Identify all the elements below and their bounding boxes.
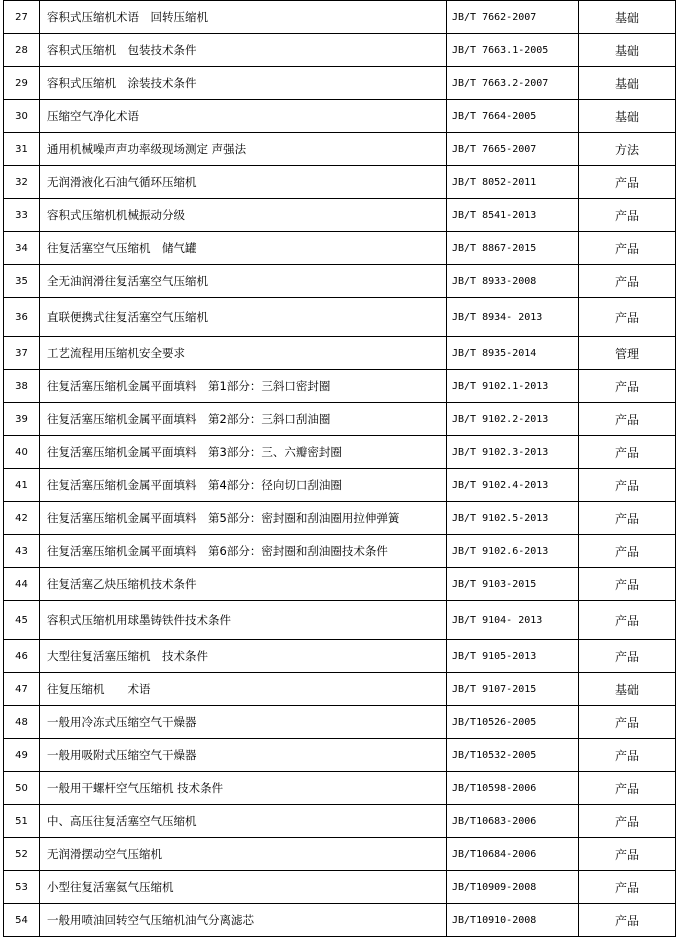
table-row bbox=[4, 706, 676, 739]
row-number: 30 bbox=[4, 100, 40, 133]
standard-code: JB/T 9103-2015 bbox=[447, 568, 579, 601]
table-row bbox=[4, 232, 676, 265]
row-number: 45 bbox=[4, 601, 40, 640]
standard-type: 产品 bbox=[579, 640, 676, 673]
standard-name: 容积式压缩机 包装技术条件 bbox=[40, 34, 447, 67]
standard-name: 全无油润滑往复活塞空气压缩机 bbox=[40, 265, 447, 298]
row-number: 41 bbox=[4, 469, 40, 502]
row-number: 53 bbox=[4, 871, 40, 904]
standard-code: JB/T10684-2006 bbox=[447, 838, 579, 871]
row-number: 47 bbox=[4, 673, 40, 706]
standard-code: JB/T 9102.5-2013 bbox=[447, 502, 579, 535]
table-row bbox=[4, 772, 676, 805]
table-row bbox=[4, 838, 676, 871]
row-number: 37 bbox=[4, 337, 40, 370]
standard-code: JB/T10909-2008 bbox=[447, 871, 579, 904]
standard-code: JB/T 9102.1-2013 bbox=[447, 370, 579, 403]
standard-name: 一般用干螺杆空气压缩机 技术条件 bbox=[40, 772, 447, 805]
table-row bbox=[4, 100, 676, 133]
standard-type: 基础 bbox=[579, 34, 676, 67]
row-number: 28 bbox=[4, 34, 40, 67]
standard-name: 容积式压缩机术语 回转压缩机 bbox=[40, 1, 447, 34]
standards-table-body bbox=[4, 1, 676, 937]
table-row bbox=[4, 601, 676, 640]
standard-code: JB/T 9102.2-2013 bbox=[447, 403, 579, 436]
standard-name: 中、高压往复活塞空气压缩机 bbox=[40, 805, 447, 838]
standard-type: 基础 bbox=[579, 67, 676, 100]
table-row bbox=[4, 535, 676, 568]
standard-type: 基础 bbox=[579, 100, 676, 133]
standard-type: 产品 bbox=[579, 706, 676, 739]
standard-code: JB/T10526-2005 bbox=[447, 706, 579, 739]
standard-type: 产品 bbox=[579, 601, 676, 640]
standard-type: 产品 bbox=[579, 502, 676, 535]
table-row bbox=[4, 805, 676, 838]
standard-code: JB/T 8541-2013 bbox=[447, 199, 579, 232]
table-row bbox=[4, 370, 676, 403]
standard-name: 往复活塞压缩机金属平面填料 第2部分：三斜口刮油圈 bbox=[40, 403, 447, 436]
standard-code: JB/T 8935-2014 bbox=[447, 337, 579, 370]
table-row bbox=[4, 502, 676, 535]
standard-name: 一般用冷冻式压缩空气干燥器 bbox=[40, 706, 447, 739]
table-row bbox=[4, 871, 676, 904]
standard-name: 无润滑液化石油气循环压缩机 bbox=[40, 166, 447, 199]
standard-code: JB/T 9107-2015 bbox=[447, 673, 579, 706]
standard-type: 产品 bbox=[579, 739, 676, 772]
standard-type: 管理 bbox=[579, 337, 676, 370]
standard-type: 产品 bbox=[579, 298, 676, 337]
row-number: 32 bbox=[4, 166, 40, 199]
row-number: 39 bbox=[4, 403, 40, 436]
standard-type: 基础 bbox=[579, 1, 676, 34]
standard-name: 直联便携式往复活塞空气压缩机 bbox=[40, 298, 447, 337]
table-row bbox=[4, 436, 676, 469]
table-row bbox=[4, 1, 676, 34]
standard-name: 往复活塞压缩机金属平面填料 第3部分：三、六瓣密封圈 bbox=[40, 436, 447, 469]
standard-name: 往复活塞压缩机金属平面填料 第5部分：密封圈和刮油圈用拉伸弹簧 bbox=[40, 502, 447, 535]
standard-code: JB/T 9102.4-2013 bbox=[447, 469, 579, 502]
standard-name: 小型往复活塞氦气压缩机 bbox=[40, 871, 447, 904]
standard-code: JB/T 9105-2013 bbox=[447, 640, 579, 673]
standard-code: JB/T 8933-2008 bbox=[447, 265, 579, 298]
standard-name: 大型往复活塞压缩机 技术条件 bbox=[40, 640, 447, 673]
standard-type: 产品 bbox=[579, 805, 676, 838]
row-number: 46 bbox=[4, 640, 40, 673]
table-row bbox=[4, 67, 676, 100]
standard-code: JB/T 9102.3-2013 bbox=[447, 436, 579, 469]
standard-type: 产品 bbox=[579, 772, 676, 805]
table-row bbox=[4, 34, 676, 67]
standard-code: JB/T 9104- 2013 bbox=[447, 601, 579, 640]
standard-name: 往复活塞空气压缩机 储气罐 bbox=[40, 232, 447, 265]
standard-name: 工艺流程用压缩机安全要求 bbox=[40, 337, 447, 370]
standard-name: 容积式压缩机机械振动分级 bbox=[40, 199, 447, 232]
standard-type: 产品 bbox=[579, 904, 676, 937]
standard-type: 产品 bbox=[579, 436, 676, 469]
standard-code: JB/T10532-2005 bbox=[447, 739, 579, 772]
standard-code: JB/T 8934- 2013 bbox=[447, 298, 579, 337]
row-number: 51 bbox=[4, 805, 40, 838]
standard-name: 容积式压缩机用球墨铸铁件技术条件 bbox=[40, 601, 447, 640]
standard-type: 产品 bbox=[579, 166, 676, 199]
table-row bbox=[4, 199, 676, 232]
standard-name: 往复活塞压缩机金属平面填料 第6部分：密封圈和刮油圈技术条件 bbox=[40, 535, 447, 568]
standard-code: JB/T 7663.1-2005 bbox=[447, 34, 579, 67]
table-row bbox=[4, 673, 676, 706]
table-row bbox=[4, 469, 676, 502]
row-number: 36 bbox=[4, 298, 40, 337]
standard-name: 往复活塞压缩机金属平面填料 第4部分：径向切口刮油圈 bbox=[40, 469, 447, 502]
table-row bbox=[4, 337, 676, 370]
table-row bbox=[4, 403, 676, 436]
standard-type: 基础 bbox=[579, 673, 676, 706]
standard-name: 一般用喷油回转空气压缩机油气分离滤芯 bbox=[40, 904, 447, 937]
standard-name: 往复活塞乙炔压缩机技术条件 bbox=[40, 568, 447, 601]
row-number: 29 bbox=[4, 67, 40, 100]
standard-name: 一般用吸附式压缩空气干燥器 bbox=[40, 739, 447, 772]
row-number: 35 bbox=[4, 265, 40, 298]
table-row bbox=[4, 568, 676, 601]
standard-type: 产品 bbox=[579, 232, 676, 265]
row-number: 42 bbox=[4, 502, 40, 535]
standards-table bbox=[3, 0, 676, 937]
standard-type: 产品 bbox=[579, 403, 676, 436]
standard-code: JB/T10910-2008 bbox=[447, 904, 579, 937]
standard-type: 产品 bbox=[579, 838, 676, 871]
row-number: 34 bbox=[4, 232, 40, 265]
row-number: 33 bbox=[4, 199, 40, 232]
standard-name: 无润滑摆动空气压缩机 bbox=[40, 838, 447, 871]
standard-type: 产品 bbox=[579, 199, 676, 232]
row-number: 52 bbox=[4, 838, 40, 871]
table-row bbox=[4, 640, 676, 673]
standard-name: 压缩空气净化术语 bbox=[40, 100, 447, 133]
row-number: 40 bbox=[4, 436, 40, 469]
standard-code: JB/T 9102.6-2013 bbox=[447, 535, 579, 568]
standard-type: 产品 bbox=[579, 265, 676, 298]
standard-code: JB/T 7662-2007 bbox=[447, 1, 579, 34]
row-number: 31 bbox=[4, 133, 40, 166]
standard-type: 产品 bbox=[579, 469, 676, 502]
standard-type: 方法 bbox=[579, 133, 676, 166]
standard-type: 产品 bbox=[579, 370, 676, 403]
standard-code: JB/T 7664-2005 bbox=[447, 100, 579, 133]
table-row bbox=[4, 298, 676, 337]
table-row bbox=[4, 133, 676, 166]
standard-type: 产品 bbox=[579, 568, 676, 601]
standard-code: JB/T 8867-2015 bbox=[447, 232, 579, 265]
table-row bbox=[4, 739, 676, 772]
standard-name: 往复压缩机 术语 bbox=[40, 673, 447, 706]
standard-name: 容积式压缩机 涂装技术条件 bbox=[40, 67, 447, 100]
row-number: 43 bbox=[4, 535, 40, 568]
standard-code: JB/T 7665-2007 bbox=[447, 133, 579, 166]
row-number: 27 bbox=[4, 1, 40, 34]
table-row bbox=[4, 166, 676, 199]
standard-type: 产品 bbox=[579, 871, 676, 904]
row-number: 48 bbox=[4, 706, 40, 739]
standard-code: JB/T10683-2006 bbox=[447, 805, 579, 838]
row-number: 49 bbox=[4, 739, 40, 772]
row-number: 54 bbox=[4, 904, 40, 937]
standard-type: 产品 bbox=[579, 535, 676, 568]
row-number: 38 bbox=[4, 370, 40, 403]
standard-code: JB/T 7663.2-2007 bbox=[447, 67, 579, 100]
standard-name: 通用机械噪声声功率级现场测定 声强法 bbox=[40, 133, 447, 166]
standard-code: JB/T 8052-2011 bbox=[447, 166, 579, 199]
row-number: 44 bbox=[4, 568, 40, 601]
table-row bbox=[4, 904, 676, 937]
standard-code: JB/T10598-2006 bbox=[447, 772, 579, 805]
table-row bbox=[4, 265, 676, 298]
standard-name: 往复活塞压缩机金属平面填料 第1部分：三斜口密封圈 bbox=[40, 370, 447, 403]
row-number: 50 bbox=[4, 772, 40, 805]
